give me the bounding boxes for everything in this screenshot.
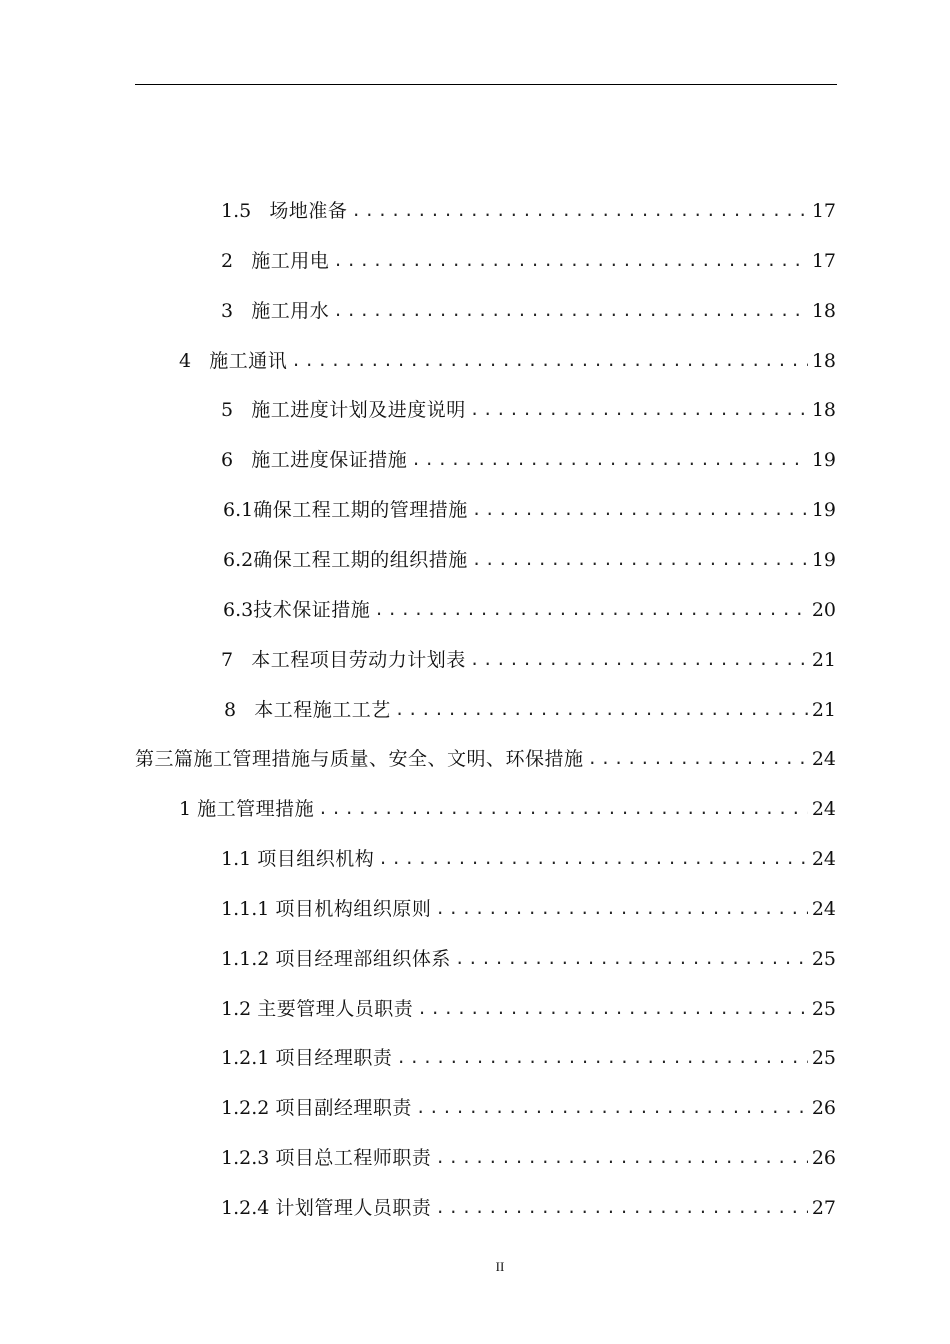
toc-entry[interactable] [221,1193,836,1223]
toc-dot-leader [374,595,808,625]
toc-dot-leader [470,395,808,425]
toc-entry-page: 18 [811,349,836,372]
toc-entry-title: 施工进度保证措施 [251,449,408,472]
toc-entry[interactable] [221,1093,836,1123]
toc-entry-number: 1.2.2 [221,1097,276,1120]
toc-dot-leader [472,545,808,575]
toc-entry-page: 17 [811,249,836,272]
toc-entry-page: 25 [811,947,836,970]
toc-entry-number: 6.1 [223,499,254,522]
toc-entry[interactable] [221,894,836,924]
toc-entry-number: 1.1 [221,848,258,871]
toc-dot-leader [416,1093,808,1123]
toc-entry[interactable] [223,595,836,625]
toc-entry-number: 3 [221,299,252,322]
toc-dot-leader [588,744,808,774]
toc-entry-title: 施工通讯 [209,349,288,372]
toc-dot-leader [435,1143,807,1173]
footer-page-number: II [495,1259,505,1274]
toc-entry-title: 项目总工程师职责 [275,1147,432,1170]
toc-dot-leader [455,944,808,974]
toc-entry[interactable] [221,196,836,226]
toc-dot-leader [378,844,808,874]
toc-entry-page: 19 [811,548,836,571]
toc-dot-leader [435,1193,807,1223]
toc-entry-title: 施工用电 [251,249,330,272]
toc-entry[interactable] [224,695,836,725]
toc-dot-leader [470,645,808,675]
toc-entry-page: 25 [811,1047,836,1070]
toc-entry[interactable] [135,744,836,774]
toc-entry-title: 本工程施工工艺 [254,698,391,721]
header-rule [135,84,837,85]
toc-entry-page: 24 [811,748,836,771]
toc-entry-title: 技术保证措施 [253,598,371,621]
toc-entry-number: 6.2 [223,548,254,571]
toc-entry-title: 计划管理人员职责 [275,1197,432,1219]
toc-entry-page: 19 [811,499,836,522]
toc-entry-title: 项目经理职责 [275,1047,393,1070]
toc-entry[interactable] [221,296,836,326]
toc-dot-leader [417,994,808,1024]
toc-entry[interactable] [221,1143,836,1173]
toc-dot-leader [351,196,807,226]
toc-entry-title: 确保工程工期的管理措施 [253,499,468,522]
toc-dot-leader [318,794,808,824]
toc-entry-page: 21 [811,698,836,721]
toc-entry-number: 6 [221,449,252,472]
toc-entry[interactable] [221,395,836,425]
toc-entry-title: 施工用水 [251,299,330,322]
toc-entry-number: 8 [224,698,255,721]
toc-entry[interactable] [221,246,836,276]
toc-entry-page: 24 [811,848,836,871]
toc-entry[interactable] [221,944,836,974]
toc-entry-title: 项目机构组织原则 [275,897,432,920]
toc-entry-number: 1.1.1 [221,897,276,920]
toc-entry-title: 项目副经理职责 [275,1097,412,1120]
toc-entry-page: 21 [811,648,836,671]
toc-dot-leader [435,894,807,924]
toc-entry-title: 本工程项目劳动力计划表 [251,648,466,671]
toc-entry-page: 27 [811,1197,836,1219]
toc-dot-leader [333,246,808,276]
toc-dot-leader [291,346,808,376]
toc-entry-page: 25 [811,997,836,1020]
toc-entry[interactable] [179,346,836,376]
toc-entry-page: 24 [811,798,836,821]
toc-entry-number: 2 [221,249,252,272]
toc-entry-number: 1.2.4 [221,1197,276,1219]
toc-entry-title: 第三篇施工管理措施与质量、安全、文明、环保措施 [135,748,584,771]
toc-dot-leader [396,1043,807,1073]
toc-entry[interactable] [221,844,836,874]
toc-entry[interactable] [223,495,836,525]
toc-entry-number: 6.3 [223,598,254,621]
toc-entry-page: 20 [811,598,836,621]
toc-entry-page: 18 [811,299,836,322]
toc-entry[interactable] [221,445,836,475]
toc-entry-number: 1.2 [221,997,258,1020]
toc-dot-leader [411,445,808,475]
toc-entry-page: 26 [811,1147,836,1170]
toc-entry-page: 19 [811,449,836,472]
toc-entry-number: 4 [179,349,210,372]
toc-entry[interactable] [223,545,836,575]
toc-dot-leader [472,495,808,525]
toc-entry-title: 施工进度计划及进度说明 [251,399,466,422]
toc-entry-number: 5 [221,399,252,422]
toc-dot-leader [333,296,808,326]
toc-dot-leader [395,695,808,725]
toc-entry-title: 主要管理人员职责 [257,997,414,1020]
toc-entry-title: 项目组织机构 [257,848,375,871]
toc-entry[interactable] [179,794,836,824]
toc-entry-title: 施工管理措施 [197,798,315,821]
toc-entry-number: 1.5 [221,200,270,222]
toc-entry-title: 项目经理部组织体系 [275,947,451,970]
toc-entry-page: 17 [811,200,836,222]
toc-entry-title: 确保工程工期的组织措施 [253,548,468,571]
toc-entry-page: 24 [811,897,836,920]
toc-entry[interactable] [221,645,836,675]
toc-entry[interactable] [221,994,836,1024]
toc-entry[interactable] [221,1043,836,1073]
toc-entry-title: 场地准备 [269,200,348,222]
toc-entry-number: 7 [221,648,252,671]
toc-entry-number: 1.2.3 [221,1147,276,1170]
toc-entry-page: 18 [811,399,836,422]
toc-entry-page: 26 [811,1097,836,1120]
toc-entry-number: 1.1.2 [221,947,276,970]
toc-entry-number: 1.2.1 [221,1047,276,1070]
toc-entry-number: 1 [179,798,198,821]
